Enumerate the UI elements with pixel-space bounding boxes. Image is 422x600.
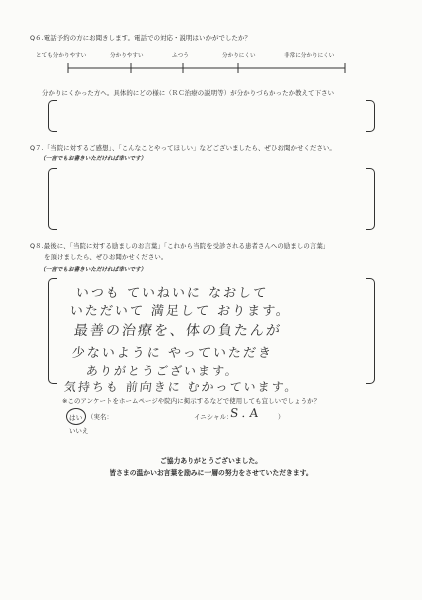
q6-answer-box-right <box>366 100 375 132</box>
q8-question-line1: Q８.最後に、「当院に対する励ましのお言葉」「これから当院を受診される患者さんへの励ましの言葉」 <box>30 242 330 250</box>
closing-thanks: ご協力ありがとうございました。 <box>160 457 262 465</box>
handwritten-line-1: いつも ていねいに なおして <box>75 286 269 301</box>
consent-yes-option[interactable]: はい <box>69 414 83 422</box>
q7-answer-box-right <box>366 168 375 230</box>
closing-message: 皆さまの温かいお言葉を励みに一層の努力をさせていただきます。 <box>109 469 313 477</box>
q7-note: （一言でもお書きいただければ幸いです） <box>40 156 147 162</box>
q8-answer-area[interactable] <box>62 278 372 386</box>
handwritten-line-6: 気持ちも 前向きに むかっています。 <box>63 380 300 394</box>
scale-option-very-hard[interactable]: 非常に分かりにくい <box>284 53 335 59</box>
handwritten-line-5: ありがとうございます。 <box>85 364 240 378</box>
real-name-label: （実名： <box>87 413 113 421</box>
q6-answer-area[interactable] <box>56 100 366 132</box>
consent-question: ※このアンケートをホームページや院内に掲示するなどで使用しても宜しいでしょうか？ <box>62 397 321 405</box>
q8-note: （一言でもお書きいただければ幸いです） <box>40 267 147 273</box>
handwritten-line-4: 少ないように やっていただき <box>71 346 274 361</box>
q6-followup: 分かりにくかった方へ。具体的にどの様に（ＲＣ治療の説明等）が分かりづらかったか教えて下さい <box>42 89 335 97</box>
consent-no-option[interactable]: いいえ <box>69 427 89 435</box>
consent-close-paren: ） <box>278 413 285 421</box>
q6-question: Q６.電話予約の方にお聞きします。電話での対応・説明はいかがでしたか？ <box>30 34 251 42</box>
initial-label: イニシャル： <box>194 413 233 421</box>
handwritten-line-2: いただいて 満足して おります。 <box>69 304 292 319</box>
q8-question-line2: を頂けましたら、ぜひお聞かせください。 <box>44 253 168 261</box>
scale-option-normal[interactable]: ふつう <box>172 53 189 59</box>
scale-option-very-easy[interactable]: とても分かりやすい <box>36 53 87 59</box>
scale-option-hard[interactable]: 分かりにくい <box>222 53 256 59</box>
scale-option-easy[interactable]: 分かりやすい <box>110 53 144 59</box>
q7-question: Q７.「当院に対するご感想」、「こんなことやってほしい」などございましたら、ぜひお聞かせください。 <box>30 144 336 152</box>
q7-answer-area[interactable] <box>56 168 366 230</box>
initial-value[interactable]: S.A <box>229 406 264 420</box>
handwritten-line-3: 最善の治療を、体の負たんが <box>73 323 283 339</box>
q8-answer-box-left <box>48 278 57 384</box>
